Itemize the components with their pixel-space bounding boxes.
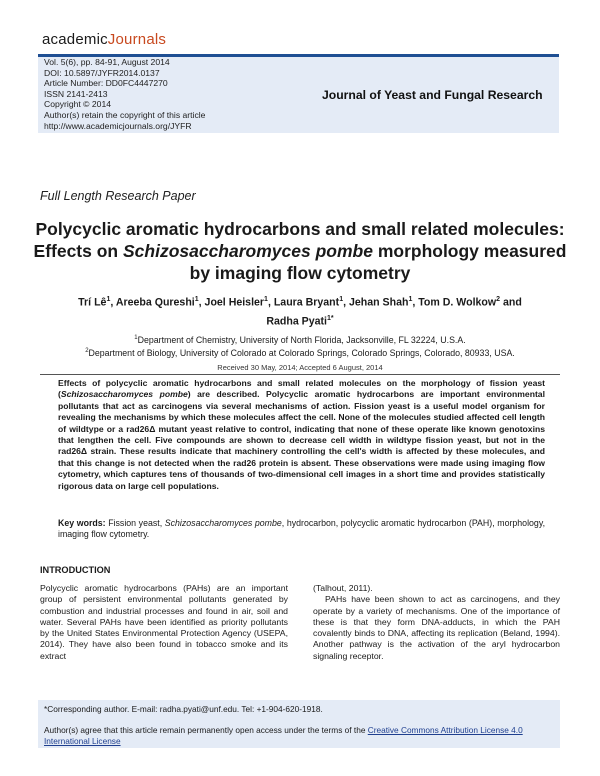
- abstract: [58, 378, 545, 492]
- author-separator: ,: [267, 296, 274, 309]
- journal-name: Journal of Yeast and Fungal Research: [322, 88, 543, 102]
- author-name: Trí Lê: [78, 296, 107, 309]
- author-affil-number: 1: [327, 314, 331, 322]
- section-heading: INTRODUCTION: [40, 565, 111, 575]
- meta-volume: Vol. 5(6), pp. 84-91, August 2014: [44, 57, 170, 67]
- divider: [40, 374, 560, 375]
- publisher-logo: [42, 31, 166, 48]
- keywords-label: Key words:: [58, 518, 106, 528]
- author-separator: ,: [343, 296, 349, 309]
- author-affil-mark: 1: [408, 296, 413, 303]
- meta-copyright: Copyright © 2014: [44, 99, 112, 110]
- author-list: [30, 292, 570, 329]
- author-separator: and: [500, 296, 522, 309]
- meta-url[interactable]: http://www.academicjournals.org/JYFR: [44, 120, 192, 131]
- author-name: Laura Bryant: [273, 296, 340, 309]
- author-name: Areeba Qureshi: [115, 296, 195, 309]
- logo-part1: academic: [42, 31, 108, 48]
- author-affil-mark: 1: [194, 296, 199, 303]
- author-name: Joel Heisler: [204, 296, 265, 309]
- author-affil-mark: [327, 315, 334, 322]
- abstract-text: ) are described. Polycyclic aromatic hydrocarbons are important environmental pollutants that act as carcinogens via several mechanisms of action. Fission yeast is a useful model organism for revealing the mechanisms by which these molecules affect the cell. None of the molecules studied affected cell length of wildtype or a rad26Δ mutant yeast relative to control, indicating that none of these operate like known genotoxins that lengthen the cell. Five compounds are shown to decrease cell width in wildtype fission yeast, but not in the rad26Δ strain. These results indicate that machinery controlling the cell's width is affected by these molecules, and that this change is not detected when the rad26 protein is absent. These observations were made using imaging flow cytometry, which captures tens of thousands of two-dimensional cell images in a short time and provides statistically rigorous data on large cell populations.: [58, 389, 545, 491]
- meta-article-number: Article Number: DD0FC4447270: [44, 78, 168, 89]
- author-affil-mark: 1: [339, 296, 344, 303]
- logo-part2: Journals: [107, 31, 167, 48]
- title-species: Schizosaccharomyces pombe: [122, 241, 373, 261]
- keywords-text: , hydrocarbon, polycyclic aromatic hydrocarbon (PAH), morphology, imaging flow cytometry.: [58, 518, 546, 540]
- author-separator: ,: [198, 296, 205, 309]
- affiliation-1: [30, 333, 570, 346]
- paper-type: Full Length Research Paper: [40, 189, 196, 203]
- keywords-text: Fission yeast,: [105, 518, 165, 528]
- author-separator: ,: [110, 296, 116, 309]
- paper-title: [30, 218, 570, 284]
- affiliation-mark: 2: [85, 348, 89, 355]
- intro-column-right: [313, 583, 560, 662]
- author-name: Radha Pyati: [266, 315, 327, 328]
- affiliation-mark: 1: [134, 335, 138, 341]
- author-name: Jehan Shah: [348, 296, 409, 309]
- article-meta: [44, 57, 205, 131]
- intro-paragraph-continuation: (Talhout, 2011).: [313, 583, 373, 593]
- affiliations: [30, 333, 570, 360]
- corresponding-mark: *: [330, 314, 334, 322]
- intro-column-left: Polycyclic aromatic hydrocarbons (PAHs) are an important group of persistent environmental pollutants generated by combustion and industrial processes and found in air, soil and water. Several PAHs have been identified as priority pollutants by the United States Environmental Protection Agency (USEPA, 2014). They have also been found in tobacco smoke and its extract: [40, 583, 288, 661]
- intro-paragraph: PAHs have been shown to act as carcinogens, and they operate by a variety of mechanisms. One of the importance of these is that they form DNA-adducts, in which the PAH covalently binds to DNA, affecting its replication (Beland, 1994). Another pathway is the activation of the aryl hydrocarbon signaling receptor.: [313, 594, 560, 661]
- corresponding-author: *Corresponding author. E-mail: radha.pyati@unf.edu. Tel: +1-904-620-1918.: [44, 704, 323, 714]
- affiliation-2: [30, 346, 570, 359]
- keywords-species: Schizosaccharomyces pombe: [164, 518, 282, 528]
- license-link[interactable]: Creative Commons Attribution License 4.0 International License: [44, 725, 523, 746]
- title-part2: morphology measured by imaging flow cytometry: [189, 241, 567, 283]
- title-part1: Polycyclic aromatic hydrocarbons and small related molecules: Effects on: [33, 219, 565, 261]
- affiliation-text: Department of Chemistry, University of North Florida, Jacksonville, FL 32224, U.S.A.: [137, 334, 466, 345]
- author-name: Tom D. Wolkow: [418, 296, 497, 309]
- license-note: [44, 725, 556, 746]
- keywords: [58, 518, 545, 541]
- abstract-text: Effects of polycyclic aromatic hydrocarbons and small related molecules on the morphology of fission yeast (: [58, 378, 545, 400]
- author-affil-mark: 1: [264, 296, 268, 303]
- author-affil-mark: 1: [106, 296, 111, 303]
- abstract-species: Schizosaccharomyces pombe: [60, 389, 188, 400]
- license-text: Author(s) agree that this article remain permanently open access under the terms of the: [44, 725, 368, 735]
- received-accepted-dates: Received 30 May, 2014; Accepted 6 August, 2014: [217, 363, 383, 372]
- affiliation-text: Department of Biology, University of Colorado at Colorado Springs, Colorado Springs, Colorado, 80933, USA.: [88, 348, 515, 359]
- meta-doi: DOI: 10.5897/JYFR2014.0137: [44, 67, 160, 78]
- meta-issn: ISSN 2141-2413: [44, 88, 108, 99]
- meta-rights: Author(s) retain the copyright of this article: [44, 109, 206, 120]
- author-separator: ,: [412, 296, 419, 309]
- author-affil-mark: 2: [496, 296, 501, 303]
